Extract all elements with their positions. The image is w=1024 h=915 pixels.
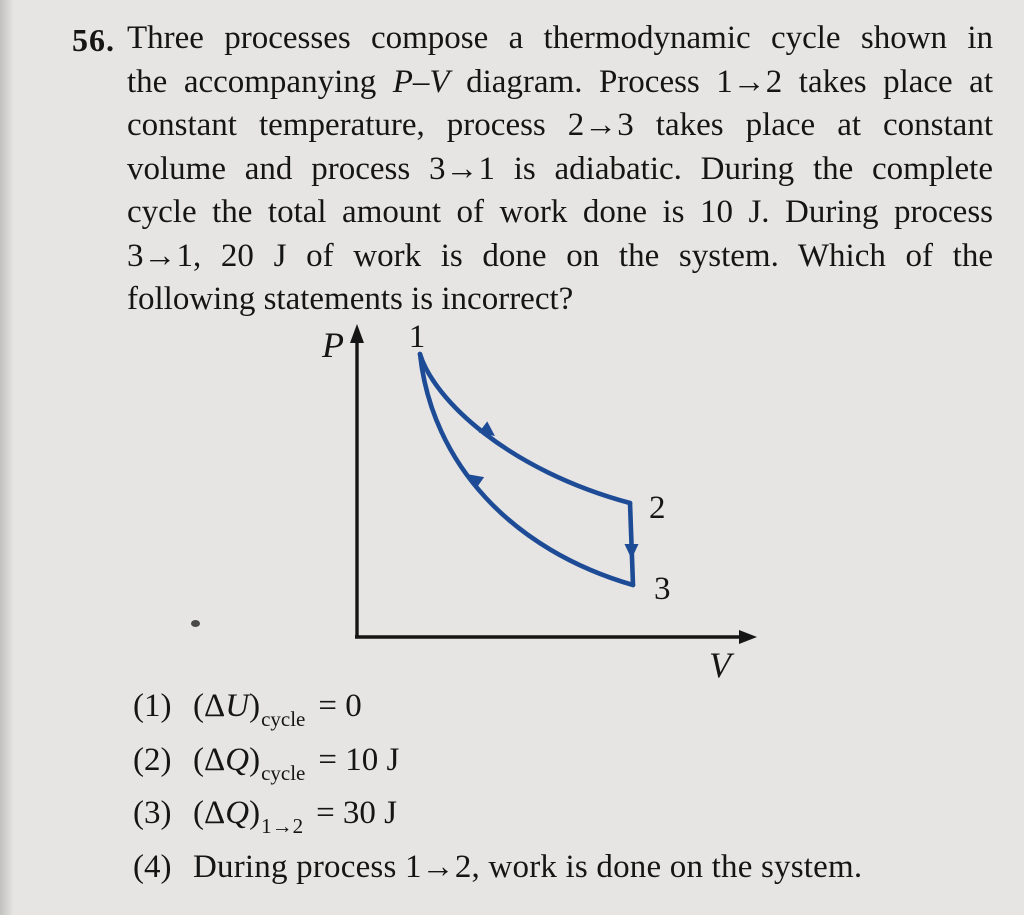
option-3-formula	[193, 795, 398, 838]
question-line-2-pre: the accompanying	[127, 63, 393, 100]
pressure-axis-label: P	[322, 325, 344, 365]
option-3-value: = 30 J	[316, 795, 398, 831]
pressure-axis-arrow-icon	[350, 324, 364, 343]
option-2-formula	[193, 741, 400, 785]
lhs-open: (Δ	[193, 688, 226, 724]
lhs-close: )	[249, 688, 261, 724]
subscript-cycle: cycle	[261, 707, 306, 731]
option-2	[133, 742, 862, 796]
option-1-formula	[193, 688, 362, 731]
lhs-open: (Δ	[193, 741, 226, 778]
point-1-label: 1	[408, 319, 426, 355]
subscript-cycle: cycle	[261, 760, 306, 785]
adiabat-curve-3-1	[420, 354, 633, 585]
lhs-close: )	[249, 795, 261, 831]
lhs-open: (Δ	[193, 795, 226, 831]
volume-axis-arrow-icon	[739, 630, 757, 644]
question-line-4: volume and process 3→1 is adiabatic. During the complete	[127, 150, 993, 187]
option-3	[133, 795, 862, 849]
variable-U: U	[225, 688, 250, 724]
variable-Q: Q	[225, 795, 250, 831]
option-2-value: = 10 J	[318, 741, 400, 778]
point-2-label: 2	[649, 490, 666, 526]
question-line-1: Three processes compose a thermodynamic cycle shown in	[127, 20, 993, 56]
volume-axis-label: V	[709, 645, 731, 685]
question-line-2-post: diagram. Process 1→2 takes place at	[449, 63, 993, 100]
option-3-number: (3)	[133, 795, 172, 831]
options-list	[133, 688, 862, 902]
question-line-6: 3→1, 20 J of work is done on the system. Which of the	[127, 237, 993, 274]
option-1	[133, 688, 862, 742]
question-number: 56.	[72, 22, 115, 58]
lhs-close: )	[249, 741, 261, 778]
option-4-number: (4)	[133, 848, 172, 885]
option-4	[133, 849, 862, 903]
variable-Q: Q	[225, 741, 250, 778]
process-2-3-arrow-icon	[625, 544, 639, 559]
option-1-number: (1)	[133, 688, 172, 724]
option-1-value: = 0	[318, 688, 362, 724]
question-line-5: cycle the total amount of work done is 10 J. During process	[127, 194, 993, 230]
option-2-number: (2)	[133, 741, 172, 778]
subscript-1-2: 1→2	[261, 814, 304, 838]
pv-italic-text: P–V	[392, 63, 450, 100]
question-line-3: constant temperature, process 2→3 takes place at constant	[127, 107, 993, 143]
question-line-7: following statements is incorrect?	[127, 281, 574, 317]
point-3-label: 3	[654, 571, 671, 607]
option-4-text: During process 1→2, work is done on the system.	[193, 848, 863, 885]
isotherm-curve-1-2	[420, 354, 630, 503]
